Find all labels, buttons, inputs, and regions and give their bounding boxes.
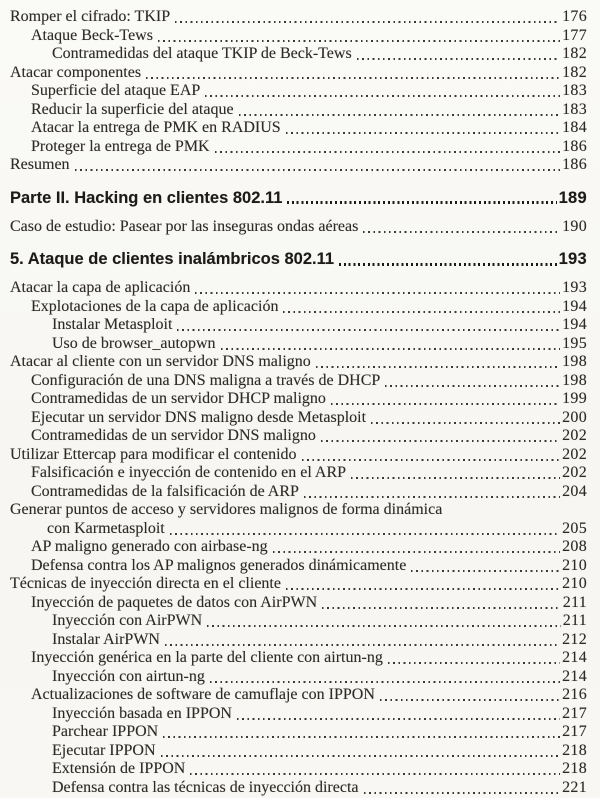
entry-label: Parte II. Hacking en clientes 802.11 [10, 188, 283, 207]
toc-entry [0, 335, 587, 354]
toc-entry [0, 557, 587, 576]
leader-dots [273, 551, 560, 553]
entry-page: 183 [562, 82, 587, 99]
leader-dots [175, 21, 560, 23]
leader-dots [357, 58, 560, 60]
leader-dots [302, 459, 561, 461]
toc-entry [0, 723, 587, 742]
entry-page: 210 [562, 556, 587, 574]
toc-entry [0, 501, 587, 520]
entry-label: Uso de browser_autopwn [52, 334, 216, 352]
entry-page: 177 [562, 26, 587, 44]
entry-page: 210 [562, 575, 587, 592]
toc-entry [0, 298, 587, 317]
entry-page: 202 [562, 445, 587, 463]
toc-entry [0, 101, 587, 120]
entry-page: 195 [562, 334, 587, 352]
entry-page: 194 [562, 316, 587, 333]
leader-dots [364, 792, 561, 794]
toc-entry [0, 631, 587, 650]
entry-page: 198 [562, 353, 587, 370]
entry-page: 217 [562, 723, 587, 740]
entry-label: Inyección de paquetes de datos con AirPWN [31, 593, 318, 611]
entry-label: Reducir la superficie del ataque [31, 100, 234, 118]
leader-dots [283, 311, 560, 313]
toc-heading [0, 189, 587, 208]
entry-label: Defensa contra las técnicas de inyección directa [52, 778, 359, 796]
entry-label: Generar puntos de acceso y servidores malignos de forma dinámica [10, 501, 443, 518]
leader-dots [195, 292, 560, 294]
leader-dots [161, 755, 561, 757]
toc-entry [0, 353, 587, 372]
entry-label: Parchear IPPON [52, 723, 159, 740]
toc-entry [0, 156, 587, 175]
entry-page: 204 [562, 482, 587, 500]
entry-page: 218 [562, 760, 587, 777]
entry-page: 190 [562, 217, 587, 235]
toc-entry [0, 668, 587, 687]
entry-page: 182 [562, 63, 587, 81]
entry-label: Falsificación e inyección de contenido en el ARP [31, 464, 347, 481]
entry-label: AP maligno generado con airbase-ng [31, 538, 268, 555]
toc-entry [0, 649, 587, 668]
leader-dots [75, 169, 561, 171]
leader-dots [146, 77, 560, 79]
leader-dots [237, 718, 560, 720]
entry-label: Ataque Beck-Tews [31, 26, 153, 44]
entry-page: 211 [562, 612, 587, 629]
toc-entry [0, 686, 587, 705]
leader-dots [158, 40, 560, 42]
entry-page: 216 [562, 686, 587, 703]
entry-page: 208 [562, 538, 587, 555]
toc-entry [0, 8, 587, 27]
toc-entry [0, 520, 587, 539]
toc-entry [0, 27, 587, 46]
toc-entry [0, 760, 587, 779]
entry-label: Explotaciones de la capa de aplicación [31, 297, 279, 315]
leader-dots [210, 681, 560, 683]
entry-label: Contramedidas de un servidor DNS maligno [31, 427, 316, 444]
entry-page: 200 [562, 408, 587, 426]
toc-entry [0, 594, 587, 613]
entry-label: Inyección genérica en la parte del cliente con airtun-ng [31, 649, 383, 666]
leader-dots [322, 607, 561, 609]
leader-dots [363, 231, 560, 233]
entry-label: Superficie del ataque EAP [31, 82, 201, 99]
entry-label: Contramedidas del ataque TKIP de Beck-Tews [52, 45, 352, 62]
toc-entry [0, 483, 587, 502]
entry-page: 211 [562, 593, 587, 611]
toc-entry [0, 390, 587, 409]
entry-label: Instalar AirPWN [52, 630, 160, 648]
entry-label: Inyección con airtun-ng [52, 667, 205, 685]
entry-label: Atacar la entrega de PMK en RADIUS [31, 119, 281, 136]
leader-dots [207, 625, 561, 627]
entry-page: 186 [562, 137, 587, 155]
entry-label: Inyección basada en IPPON [52, 704, 232, 722]
toc-entry [0, 538, 587, 557]
entry-page: 184 [562, 119, 587, 136]
entry-label: Atacar al cliente con un servidor DNS maligno [10, 353, 311, 370]
leader-dots [177, 329, 560, 331]
entry-page: 176 [562, 8, 587, 25]
leader-dots [321, 440, 560, 442]
entry-label: Resumen [10, 156, 70, 173]
toc-entry [0, 575, 587, 594]
entry-page: 212 [562, 630, 587, 648]
toc-entry [0, 119, 587, 138]
entry-label: con Karmetasploit [47, 519, 165, 537]
leader-dots [304, 496, 560, 498]
toc-entry [0, 218, 587, 237]
toc-entry [0, 612, 587, 631]
entry-label: Atacar la capa de aplicación [10, 279, 191, 296]
leader-dots [385, 385, 560, 387]
leader-dots [287, 201, 556, 204]
leader-dots [286, 132, 560, 134]
toc-entry [0, 45, 587, 64]
entry-label: Caso de estudio: Pasear por las inseguras ondas aéreas [10, 217, 359, 235]
toc-entry [0, 82, 587, 101]
leader-dots [190, 773, 560, 775]
entry-label: Configuración de una DNS maligna a través de DHCP [31, 371, 381, 389]
entry-label: Técnicas de inyección directa en el cliente [10, 575, 281, 592]
leader-dots [205, 95, 560, 97]
entry-page: 182 [562, 45, 587, 62]
leader-dots [163, 736, 560, 738]
entry-page: 217 [562, 704, 587, 722]
leader-dots [339, 263, 557, 266]
entry-label: Actualizaciones de software de camuflaje con IPPON [31, 686, 375, 703]
entry-page: 194 [562, 297, 587, 315]
entry-label: Contramedidas de la falsificación de ARP [31, 482, 299, 500]
toc-entry [0, 742, 587, 761]
entry-page: 214 [562, 667, 587, 685]
toc-heading [0, 250, 587, 269]
entry-page: 193 [562, 279, 587, 296]
toc-entry [0, 279, 587, 298]
entry-page: 221 [562, 778, 587, 796]
entry-page: 202 [562, 427, 587, 444]
leader-dots [371, 422, 560, 424]
entry-label: Extensión de IPPON [52, 760, 186, 777]
leader-dots [388, 662, 560, 664]
entry-label: Romper el cifrado: TKIP [10, 8, 171, 25]
toc-entry [0, 779, 587, 798]
entry-page: 214 [562, 649, 587, 666]
entry-page: 202 [562, 464, 587, 481]
toc-entry [0, 705, 587, 724]
toc-entry [0, 316, 587, 335]
toc-entry [0, 372, 587, 391]
entry-label: 5. Ataque de clientes inalámbricos 802.11 [10, 250, 335, 268]
toc-entry [0, 427, 587, 446]
entry-label: Atacar componentes [10, 63, 142, 81]
entry-label: Ejecutar un servidor DNS maligno desde Metasploit [31, 408, 367, 426]
leader-dots [286, 588, 560, 590]
entry-label: Defensa contra los AP malignos generados dinámicamente [31, 556, 407, 574]
entry-label: Proteger la entrega de PMK [31, 137, 210, 155]
entry-page: 186 [562, 156, 587, 173]
leader-dots [170, 533, 560, 535]
entry-label: Utilizar Ettercap para modificar el contenido [10, 445, 297, 463]
entry-page: 193 [558, 250, 587, 268]
toc-entry [0, 64, 587, 83]
toc-entry [0, 446, 587, 465]
leader-dots [331, 403, 560, 405]
entry-page: 199 [562, 390, 587, 407]
entry-page: 198 [562, 371, 587, 389]
entry-label: Instalar Metasploit [52, 316, 173, 333]
toc-list [0, 8, 587, 797]
toc-entry [0, 138, 587, 157]
leader-dots [221, 348, 561, 350]
toc-entry [0, 409, 587, 428]
entry-label: Contramedidas de un servidor DHCP maligno [31, 390, 326, 407]
toc-entry [0, 464, 587, 483]
leader-dots [351, 477, 560, 479]
entry-page: 218 [562, 741, 587, 759]
leader-dots [215, 151, 560, 153]
entry-label: Inyección con AirPWN [52, 612, 203, 629]
leader-dots [239, 114, 561, 116]
leader-dots [316, 366, 560, 368]
leader-dots [411, 570, 560, 572]
leader-dots [380, 699, 560, 701]
entry-page: 183 [562, 100, 587, 118]
entry-page: 189 [558, 188, 587, 207]
entry-page: 205 [562, 519, 587, 537]
entry-label: Ejecutar IPPON [52, 741, 156, 759]
leader-dots [165, 644, 560, 646]
